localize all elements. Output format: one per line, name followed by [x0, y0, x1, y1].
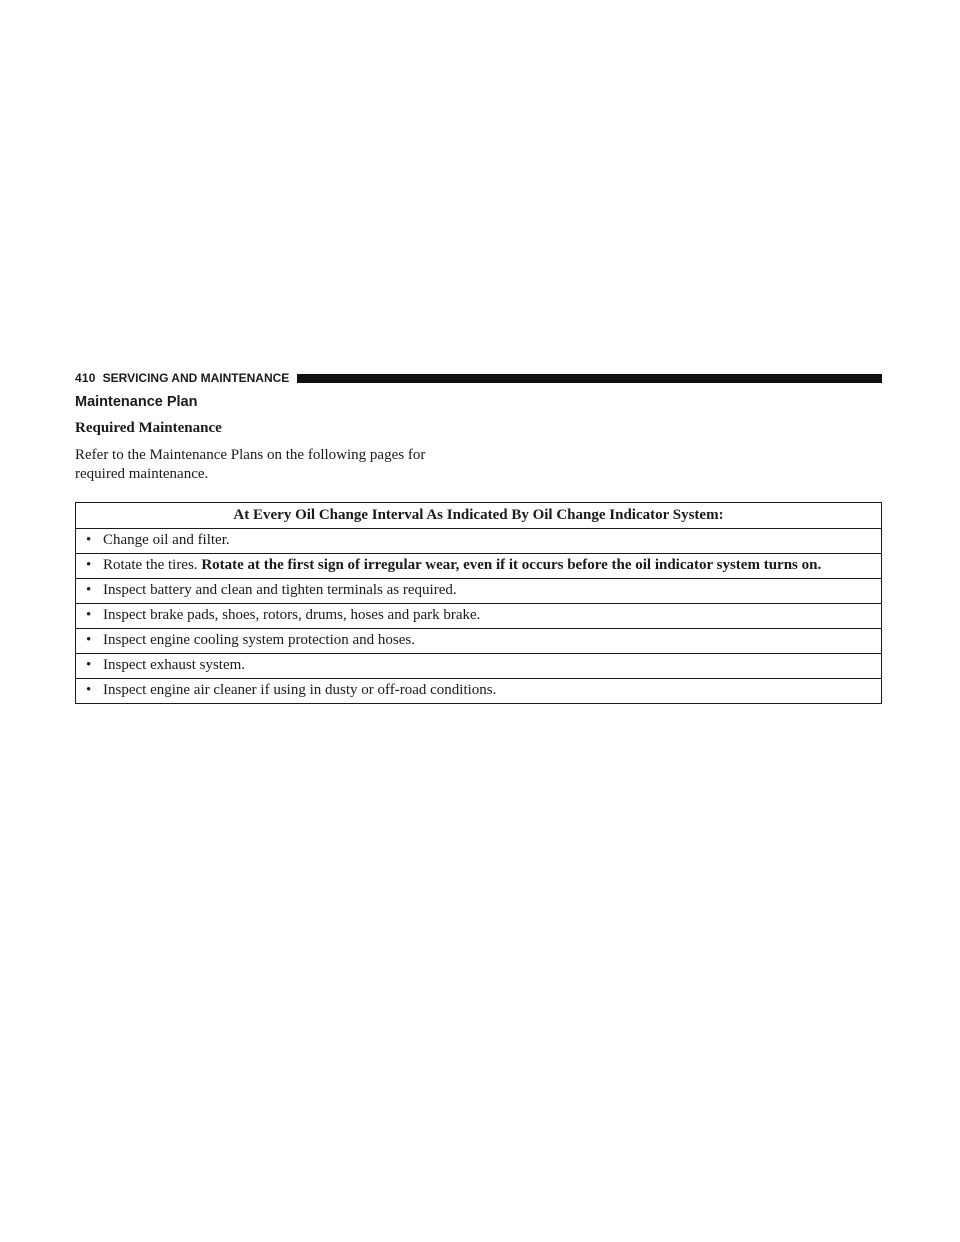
page-header: [75, 369, 882, 387]
table-header: At Every Oil Change Interval As Indicated By Oil Change Indicator System:: [76, 503, 882, 529]
list-item: [82, 681, 875, 700]
list-item: [82, 656, 875, 675]
item-text: Inspect exhaust system.: [103, 657, 246, 673]
section-name: SERVICING AND MAINTENANCE: [102, 371, 290, 385]
item-text: Inspect battery and clean and tighten terminals as required.: [103, 582, 457, 598]
table-row: [76, 579, 882, 604]
list-item: [82, 581, 875, 600]
list-item: [82, 531, 875, 550]
table-row: [76, 529, 882, 554]
list-item: [82, 631, 875, 650]
item-text: Inspect brake pads, shoes, rotors, drums, hoses and park brake.: [103, 607, 481, 623]
table-row: [76, 554, 882, 579]
page-number: 410: [75, 371, 96, 385]
list-item: [82, 606, 875, 625]
intro-paragraph: Refer to the Maintenance Plans on the following pages for required maintenance.: [75, 447, 426, 482]
table-header-row: [76, 503, 882, 529]
table-row: [76, 629, 882, 654]
table-row: [76, 654, 882, 679]
section-title: Maintenance Plan: [75, 394, 198, 410]
table-row: [76, 679, 882, 704]
item-text: Change oil and filter.: [103, 532, 230, 548]
table-row: [76, 604, 882, 629]
item-text: Inspect engine air cleaner if using in dusty or off-road conditions.: [103, 682, 497, 698]
bullet-icon: •: [86, 607, 92, 623]
bullet-icon: •: [86, 582, 92, 598]
item-text: Rotate the tires.: [103, 557, 202, 573]
bullet-icon: •: [86, 557, 92, 573]
list-item: [82, 556, 875, 575]
bullet-icon: •: [86, 682, 92, 698]
subsection-title: Required Maintenance: [75, 420, 222, 436]
bullet-icon: •: [86, 532, 92, 548]
item-text: Inspect engine cooling system protection and hoses.: [103, 632, 416, 648]
bullet-icon: •: [86, 632, 92, 648]
item-emphasis: Rotate at the first sign of irregular wear, even if it occurs before the oil indicator system turns on.: [201, 557, 822, 573]
header-rule: [297, 374, 882, 383]
maintenance-table: [75, 502, 882, 704]
bullet-icon: •: [86, 657, 92, 673]
